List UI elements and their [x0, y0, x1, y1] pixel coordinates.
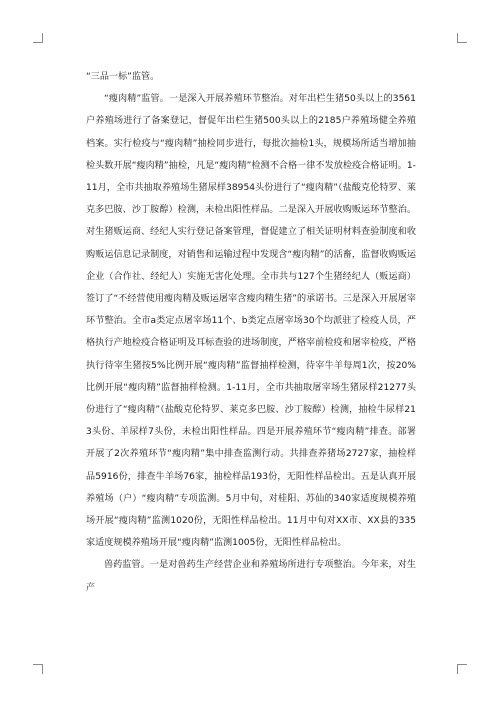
document-body [86, 66, 416, 599]
crop-mark-top-left [33, 33, 43, 43]
paragraph-clenbuterol-supervision: “瘦肉精”监管。一是深入开展养殖环节整治。对年出栏生猪50头以上的3561户养殖场进行了备案登记，督促年出栏生猪500头以上的2185户养殖场健全养殖档案。实行检疫与“瘦肉精”抽检同步进行，每批次抽检1头，规模场所适当增加抽检头数开展“瘦肉精”抽检，凡是“瘦肉精”检测不合格一律不发放检疫合格证明。1-11月，全市共抽取养殖场生猪尿样38954头份进行了“瘦肉精”（盐酸克伦特罗、莱克多巴胺、沙丁胺醇）检测，未检出阳性样品。二是深入开展收购贩运环节整治。对生猪贩运商、经纪人实行登记备案管理，督促建立了相关证明材料查验制度和收购贩运信息记录制度，对销售和运输过程中发现含“瘦肉精”的活畜，监督收购贩运企业（合作社、经纪人）实施无害化处理。全市共与127个生猪经纪人（贩运商）签订了“不经营使用瘦肉精及贩运屠宰含瘦肉精生猪”的承诺书。三是深入开展屠宰环节整治。全市a类定点屠宰场11个、b类定点屠宰场30个均派驻了检疫人员，严格执行产地检疫合格证明及耳标查验的进场制度，严格宰前检疫和屠宰检疫，严格执行待宰生猪按5%比例开展“瘦肉精”监督抽样检测，待宰牛羊每周1次，按20%比例开展“瘦肉精”监督抽样检测。1-11月，全市共抽取屠宰场生猪尿样21277头份进行了“瘦肉精”（盐酸克伦特罗、莱克多巴胺、沙丁胺醇）检测，抽检牛尿样213头份、羊尿样7头份，未检出阳性样品。四是开展养殖环节“瘦肉精”排查。部署开展了2次养殖环节“瘦肉精”集中排查监测行动。共排查养猪场2727家，抽检样品5916份，排查牛羊场76家，抽检样品193份，无阳性样品检出。五是认真开展养殖场（户）“瘦肉精”专项监测。5月中旬，对桂阳、苏仙的340家适度规模养殖场开展“瘦肉精”监测1020份，无阳性样品检出。11月中旬对XX市、XX县的335家适度规模养殖场开展“瘦肉精”监测1005份，无阳性样品检出。 [86, 94, 416, 549]
crop-mark-bottom-left [33, 664, 43, 674]
crop-mark-top-right [457, 33, 467, 43]
paragraph-sanpin-yibiao: “三品一标”监管。 [86, 72, 160, 82]
paragraph-veterinary-drug-supervision: 兽药监管。一是对兽药生产经营企业和养殖场所进行专项整治。今年来，对生产 [86, 560, 416, 593]
crop-mark-bottom-right [457, 664, 467, 674]
